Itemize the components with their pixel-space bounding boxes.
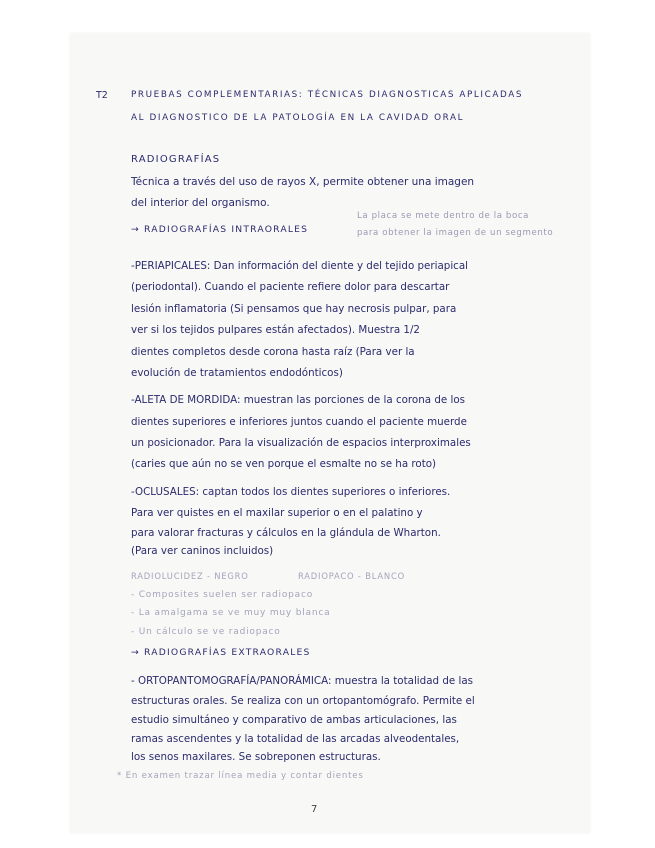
extraorales-line-3: estudio simultáneo y comparativo de ambas articulaciones, las <box>131 714 457 726</box>
section-heading: RADIOGRAFÍAS <box>131 154 221 165</box>
note-item-1: - Composites suelen ser radiopaco <box>131 590 314 600</box>
periapicales-line-6: evolución de tratamientos endodónticos) <box>131 367 343 379</box>
periapicales-line-4: ver si los tejidos pulpares están afectados). Muestra 1/2 <box>131 324 420 336</box>
oclusales-line-2: Para ver quistes en el maxilar superior o en el palatino y <box>131 507 423 519</box>
periapicales-line-3: lesión inflamatoria (Si pensamos que hay necrosis pulpar, para <box>131 303 457 315</box>
oclusales-line-3: para valorar fracturas y cálculos en la glándula de Wharton. <box>131 527 441 539</box>
oclusales-line-1: -OCLUSALES: captan todos los dientes superiores o inferiores. <box>131 486 451 498</box>
page-number: 7 <box>311 804 318 815</box>
extraorales-line-2: estructuras orales. Se realiza con un ortopantomógrafo. Permite el <box>131 695 475 707</box>
aleta-line-2: dientes superiores e inferiores juntos cuando el paciente muerde <box>131 416 467 428</box>
page-title-line-2: AL DIAGNOSTICO DE LA PATOLOGÍA EN LA CAVIDAD ORAL <box>131 113 465 123</box>
page-title-line-1: PRUEBAS COMPLEMENTARIAS: TÉCNICAS DIAGNOSTICAS APLICADAS <box>131 90 524 100</box>
extraorales-line-5: los senos maxilares. Se sobreponen estructuras. <box>131 751 381 763</box>
definition-line-2: del interior del organismo. <box>131 197 270 209</box>
periapicales-line-5: dientes completos desde corona hasta raíz (Para ver la <box>131 346 415 358</box>
note-item-2: - La amalgama se ve muy muy blanca <box>131 608 331 618</box>
radiopaco-note: RADIOPACO - BLANCO <box>298 571 406 581</box>
oclusales-line-4: (Para ver caninos incluidos) <box>131 545 274 557</box>
notebook-page <box>70 33 590 833</box>
extraorales-heading: → RADIOGRAFÍAS EXTRAORALES <box>131 647 311 658</box>
note-item-3: - Un cálculo se ve radiopaco <box>131 627 281 637</box>
footnote: * En examen trazar línea media y contar dientes <box>117 771 364 781</box>
intraorales-note-line-2: para obtener la imagen de un segmento <box>357 228 554 238</box>
intraorales-note-line-1: La placa se mete dentro de la boca <box>357 211 530 221</box>
intraorales-heading: → RADIOGRAFÍAS INTRAORALES <box>131 224 309 235</box>
extraorales-line-1: - ORTOPANTOMOGRAFÍA/PANORÁMICA: muestra la totalidad de las <box>131 675 473 687</box>
periapicales-line-2: (periodontal). Cuando el paciente refiere dolor para descartar <box>131 281 450 293</box>
section-tag: T2 <box>96 90 108 101</box>
aleta-line-4: (caries que aún no se ven porque el esmalte no se ha roto) <box>131 458 437 470</box>
aleta-line-3: un posicionador. Para la visualización de espacios interproximales <box>131 437 471 449</box>
periapicales-line-1: -PERIAPICALES: Dan información del diente y del tejido periapical <box>131 260 469 272</box>
radiolucidez-note: RADIOLUCIDEZ - NEGRO <box>131 571 249 581</box>
extraorales-line-4: ramas ascendentes y la totalidad de las arcadas alveodentales, <box>131 733 460 745</box>
aleta-line-1: -ALETA DE MORDIDA: muestran las porciones de la corona de los <box>131 394 465 406</box>
definition-line-1: Técnica a través del uso de rayos X, permite obtener una imagen <box>131 176 475 188</box>
